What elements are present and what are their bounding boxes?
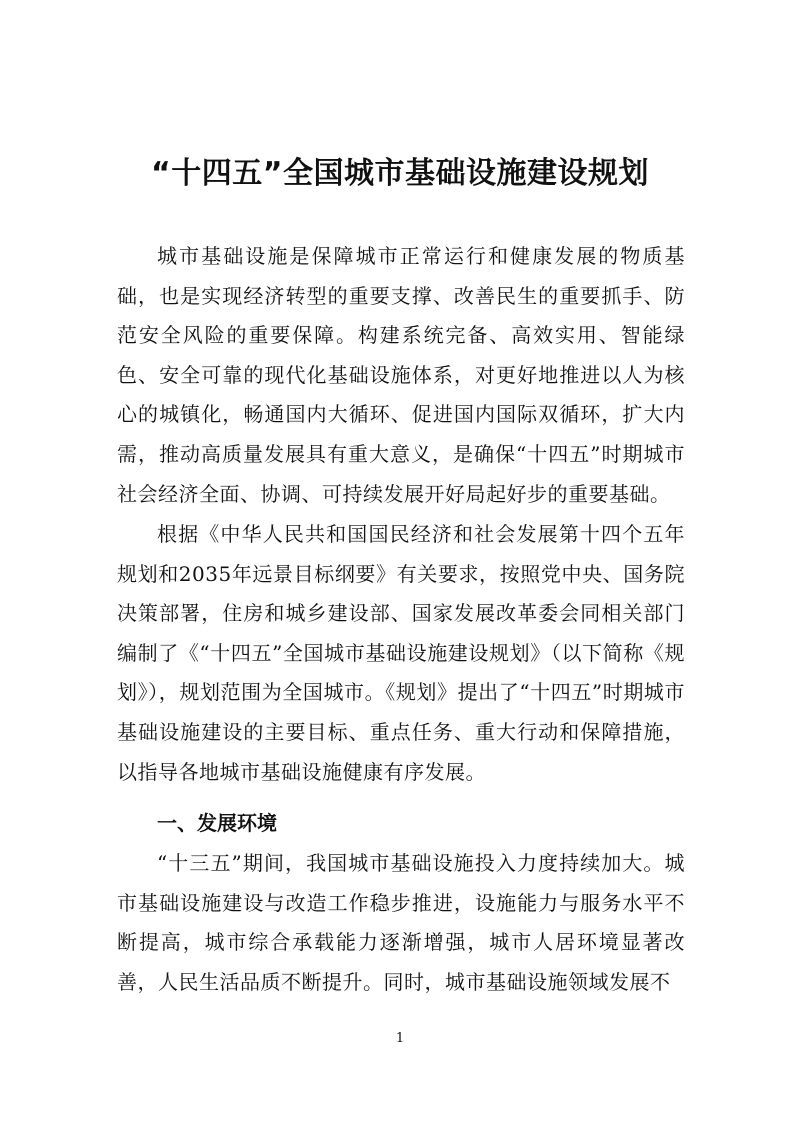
- section-paragraph: [117, 844, 685, 1002]
- page-number: 1: [395, 1031, 405, 1046]
- intro-paragraph-1: [117, 237, 685, 514]
- paragraph-text: “十三五”期间，我国城市基础设施投入力度持续加大。城市基础设施建设与改造工作稳步推进，设施能力与服务水平不断提高，城市综合承载能力逐渐增强，城市人居环境显著改善，人民生活品质不断提升。同时，城市基础设施领域发展不: [117, 851, 685, 994]
- paragraph-text: 城市基础设施是保障城市正常运行和健康发展的物质基础，也是实现经济转型的重要支撑、改善民生的重要抓手、防范安全风险的重要保障。构建系统完备、高效实用、智能绿色、安全可靠的现代化基础设施体系，对更好地推进以人为核心的城镇化，畅通国内大循环、促进国内国际双循环，扩大内需，推动高质量发展具有重大意义，是确保“十四五”时期城市社会经济全面、协调、可持续发展开好局起好步的重要基础。: [117, 244, 685, 506]
- intro-paragraph-2: [117, 515, 685, 792]
- document-title: “十四五”全国城市基础设施建设规划: [151, 156, 649, 191]
- paragraph-text: 根据《中华人民共和国国民经济和社会发展第十四个五年规划和2035年远景目标纲要》有关要求，按照党中央、国务院决策部署，住房和城乡建设部、国家发展改革委会同相关部门编制了《“十四五”全国城市基础设施建设规划》（以下简称《规划》），规划范围为全国城市。《规划》提出了“十四五”时期城市基础设施建设的主要目标、重点任务、重大行动和保障措施，以指导各地城市基础设施健康有序发展。: [117, 522, 685, 784]
- section-heading: 一、发展环境: [157, 811, 277, 835]
